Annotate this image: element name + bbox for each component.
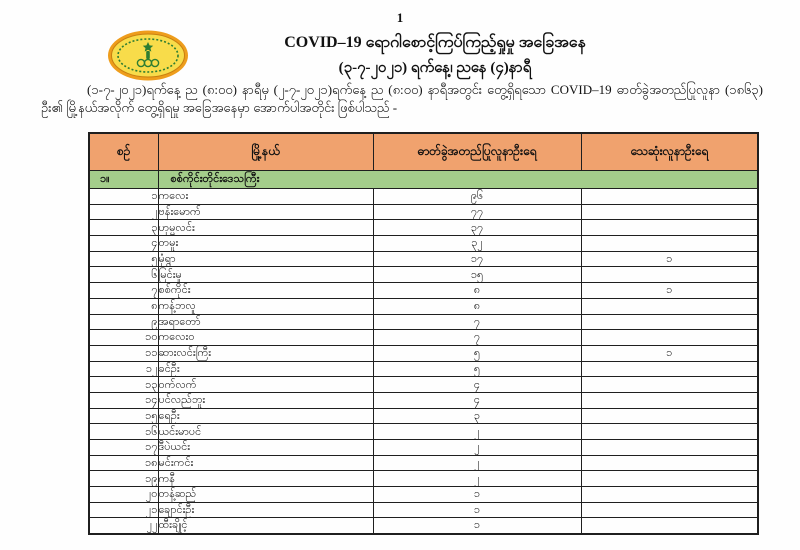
cell-serial: ၂၂ bbox=[89, 518, 158, 534]
intro-paragraph: (၁-၇-၂၀၂၁)ရက်နေ့ ည (၈:၀၀) နာရီမှ (၂-၇-၂၀၂၁)ရက်နေ့ ည (၈:၀၀) နာရီအတွင်း တွေ့ရှိရသော COVID–19 ဓာတ်ခွဲအတည်ပြုလူနာ (၁၈၆၃) ဦး၏ မြို့နယ်အလိုက် တွေ့ရှိရမှု အခြေအနေမှာ အောက်ပါအတိုင်း ဖြစ်ပါသည် - bbox=[41, 82, 763, 115]
table-row bbox=[89, 220, 758, 236]
cell-deaths bbox=[581, 314, 758, 330]
cell-township: တန့်ဆည် bbox=[158, 487, 373, 503]
cell-serial: ၁၅ bbox=[89, 408, 158, 424]
cell-township: ခင်ဦး bbox=[158, 361, 373, 377]
cell-serial: ၁၁ bbox=[89, 345, 158, 361]
cell-confirmed: ၉၆ bbox=[373, 189, 581, 205]
cell-serial: ၁၇ bbox=[89, 440, 158, 456]
covid-township-table bbox=[88, 132, 759, 535]
cell-township: ထီးချိုင့် bbox=[158, 518, 373, 534]
table-row bbox=[89, 283, 758, 299]
cell-confirmed: ၃ bbox=[373, 408, 581, 424]
table-row bbox=[89, 408, 758, 424]
table-row bbox=[89, 392, 758, 408]
cell-township: အရာတော် bbox=[158, 314, 373, 330]
cell-township: ကန့်ဘလူ bbox=[158, 298, 373, 314]
cell-township: ဝက်လက် bbox=[158, 377, 373, 393]
cell-serial: ၁၃ bbox=[89, 377, 158, 393]
header-deaths: သေဆုံးလူနာဦးရေ bbox=[581, 133, 758, 171]
cell-township: မင်းကင်း bbox=[158, 455, 373, 471]
cell-township: ချောင်းဦး bbox=[158, 502, 373, 518]
cell-confirmed: ၂ bbox=[373, 471, 581, 487]
cell-deaths: ၁ bbox=[581, 251, 758, 267]
table-row bbox=[89, 236, 758, 252]
table-row bbox=[89, 267, 758, 283]
document-title: COVID–19 ရောဂါစောင့်ကြပ်ကြည့်ရှုမှု အခြေအနေ bbox=[284, 34, 586, 51]
table-row bbox=[89, 251, 758, 267]
cell-deaths bbox=[581, 361, 758, 377]
cell-serial: ၄ bbox=[89, 236, 158, 252]
cell-serial: ၇ bbox=[89, 283, 158, 299]
cell-deaths bbox=[581, 424, 758, 440]
cell-confirmed: ၁ bbox=[373, 518, 581, 534]
cell-deaths bbox=[581, 408, 758, 424]
cell-confirmed: ၈ bbox=[373, 283, 581, 299]
cell-serial: ၂ bbox=[89, 204, 158, 220]
cell-deaths bbox=[581, 298, 758, 314]
table-row bbox=[89, 424, 758, 440]
table-header-row bbox=[89, 133, 758, 171]
cell-township: ကလေးဝ bbox=[158, 330, 373, 346]
cell-serial: ၃ bbox=[89, 220, 158, 236]
cell-deaths bbox=[581, 487, 758, 503]
cell-confirmed: ၂ bbox=[373, 424, 581, 440]
cell-confirmed: ၇၇ bbox=[373, 204, 581, 220]
cell-township: ဆားလင်းကြီး bbox=[158, 345, 373, 361]
cell-serial: ၆ bbox=[89, 267, 158, 283]
page-number: 1 bbox=[396, 10, 404, 25]
document-subtitle: (၃-၇-၂၀၂၁) ရက်နေ့၊ ညနေ (၄)နာရီ bbox=[338, 60, 532, 76]
cell-confirmed: ၁ bbox=[373, 487, 581, 503]
cell-township: ဗန်းမောက် bbox=[158, 204, 373, 220]
cell-confirmed: ၂ bbox=[373, 455, 581, 471]
table-row bbox=[89, 361, 758, 377]
cell-confirmed: ၄ bbox=[373, 392, 581, 408]
cell-deaths bbox=[581, 236, 758, 252]
header-confirmed: ဓာတ်ခွဲအတည်ပြုလူနာဦးရေ bbox=[373, 133, 581, 171]
cell-serial: ၁၀ bbox=[89, 330, 158, 346]
cell-township: ပင်လည်ဘူး bbox=[158, 392, 373, 408]
cell-confirmed: ၅ bbox=[373, 345, 581, 361]
cell-township: ကနီ bbox=[158, 471, 373, 487]
table-row bbox=[89, 471, 758, 487]
cell-serial: ၁၆ bbox=[89, 424, 158, 440]
table-body bbox=[89, 189, 758, 534]
cell-deaths bbox=[581, 455, 758, 471]
cell-confirmed: ၂ bbox=[373, 440, 581, 456]
table-row bbox=[89, 487, 758, 503]
table-row bbox=[89, 502, 758, 518]
cell-serial: ၁၂ bbox=[89, 361, 158, 377]
cell-serial: ၂၀ bbox=[89, 487, 158, 503]
cell-township: ဒီပဲယင်း bbox=[158, 440, 373, 456]
cell-deaths bbox=[581, 440, 758, 456]
cell-deaths bbox=[581, 204, 758, 220]
cell-deaths bbox=[581, 471, 758, 487]
cell-township: စစ်ကိုင်း bbox=[158, 283, 373, 299]
cell-confirmed: ၃၇ bbox=[373, 220, 581, 236]
table-row bbox=[89, 330, 758, 346]
cell-deaths: ၁ bbox=[581, 283, 758, 299]
cell-township: မုံရွာ bbox=[158, 251, 373, 267]
header-township: မြို့နယ် bbox=[158, 133, 373, 171]
cell-confirmed: ၇ bbox=[373, 314, 581, 330]
section-number: ၁။ bbox=[89, 171, 158, 189]
cell-township: ရေဦး bbox=[158, 408, 373, 424]
cell-township: တမူး bbox=[158, 236, 373, 252]
cell-serial: ၈ bbox=[89, 298, 158, 314]
cell-serial: ၉ bbox=[89, 314, 158, 330]
cell-serial: ၅ bbox=[89, 251, 158, 267]
section-label: စစ်ကိုင်းတိုင်းဒေသကြီး bbox=[158, 171, 758, 189]
cell-township: ကလေး bbox=[158, 189, 373, 205]
table-row bbox=[89, 440, 758, 456]
cell-confirmed: ၇ bbox=[373, 330, 581, 346]
cell-serial: ၁၉ bbox=[89, 471, 158, 487]
table-row bbox=[89, 518, 758, 534]
cell-deaths bbox=[581, 189, 758, 205]
cell-serial: ၁၈ bbox=[89, 455, 158, 471]
header-serial: စဉ် bbox=[89, 133, 158, 171]
cell-deaths bbox=[581, 220, 758, 236]
table-row bbox=[89, 377, 758, 393]
cell-deaths bbox=[581, 377, 758, 393]
cell-serial: ၁၄ bbox=[89, 392, 158, 408]
cell-confirmed: ၃၂ bbox=[373, 236, 581, 252]
cell-deaths: ၁ bbox=[581, 345, 758, 361]
table-row bbox=[89, 189, 758, 205]
cell-township: ဟုမ္မလင်း bbox=[158, 220, 373, 236]
cell-confirmed: ၄ bbox=[373, 377, 581, 393]
cell-confirmed: ၅ bbox=[373, 361, 581, 377]
cell-deaths bbox=[581, 502, 758, 518]
table-row bbox=[89, 204, 758, 220]
table-row bbox=[89, 345, 758, 361]
table-row bbox=[89, 455, 758, 471]
cell-confirmed: ၈ bbox=[373, 298, 581, 314]
cell-confirmed: ၁၇ bbox=[373, 251, 581, 267]
table-row bbox=[89, 314, 758, 330]
cell-serial: ၂၁ bbox=[89, 502, 158, 518]
cell-township: မြင်းမူ bbox=[158, 267, 373, 283]
cell-deaths bbox=[581, 330, 758, 346]
cell-confirmed: ၁ bbox=[373, 502, 581, 518]
region-section-row bbox=[89, 171, 758, 189]
cell-deaths bbox=[581, 392, 758, 408]
cell-township: ယင်းမာပင် bbox=[158, 424, 373, 440]
cell-deaths bbox=[581, 267, 758, 283]
table-row bbox=[89, 298, 758, 314]
cell-serial: ၁ bbox=[89, 189, 158, 205]
cell-confirmed: ၁၅ bbox=[373, 267, 581, 283]
cell-deaths bbox=[581, 518, 758, 534]
